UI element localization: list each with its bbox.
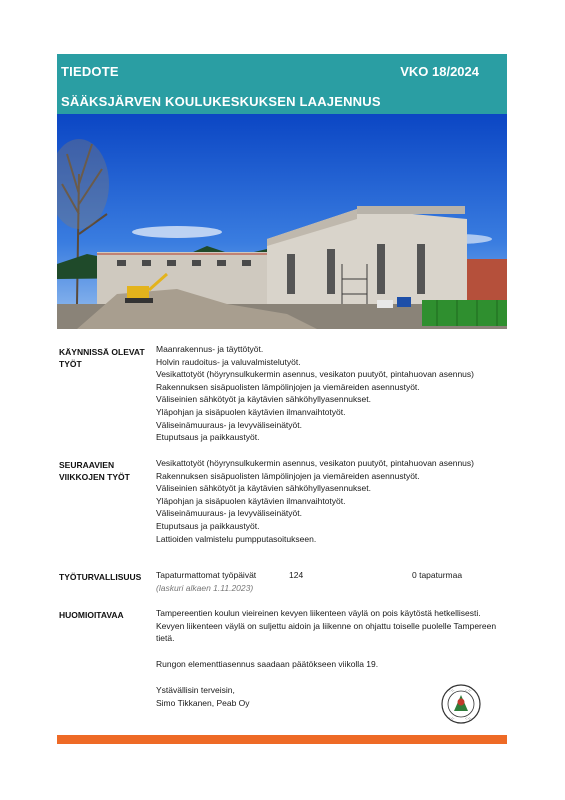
notes-line: Kevyen liikenteen väylä on suljettu aidoin ja liikenne on ohjattu toiselle puolelle Tampereen <box>156 620 497 631</box>
svg-text:·:·:·: ·:·:· <box>448 688 455 693</box>
construction-site-photo <box>57 114 507 329</box>
project-title: SÄÄKSJÄRVEN KOULUKESKUKSEN LAAJENNUS <box>61 94 381 109</box>
list-item: Väliseinämuuraus- ja levyväliseinätyöt. <box>156 419 302 430</box>
svg-text:·:·:·: ·:·:· <box>465 688 472 693</box>
notes-paragraph: Rungon elementtiasennus saadaan päätökseen viikolla 19. <box>156 659 379 669</box>
svg-text:·:·:·: ·:·:· <box>448 716 455 721</box>
ongoing-work-list <box>156 343 474 444</box>
list-item: Yläpohjan ja sisäpuolen käytävien ilmanvaihtotyöt. <box>156 406 346 417</box>
upcoming-work-list <box>156 457 474 545</box>
safety-label: TYÖTURVALLISUUS <box>59 572 142 582</box>
list-item: Lattioiden valmistelu pumpputasoitukseen. <box>156 533 317 544</box>
list-item: Väliseinien sähkötyöt ja käytävien sähköhyllyasennukset. <box>156 483 371 494</box>
upcoming-work-label: SEURAAVIEN VIIKKOJEN TYÖT <box>59 460 130 482</box>
list-item: Vesikattotyöt (höyrynsulkukermin asennus, vesikaton puutyöt, pintahuovan asennus) <box>156 369 474 380</box>
notes-label: HUOMIOITAVAA <box>59 610 124 620</box>
bulletin-title: TIEDOTE <box>61 64 119 79</box>
svg-text:·:·:·: ·:·:· <box>465 716 472 721</box>
list-item: Vesikattotyöt (höyrynsulkukermin asennus, vesikaton puutyöt, pintahuovan asennus) <box>156 458 474 468</box>
header-banner <box>57 54 507 114</box>
week-number: VKO 18/2024 <box>400 64 479 79</box>
list-item: Etuputsaus ja paikkaustyöt. <box>156 520 260 531</box>
safety-accident-count: 0 tapaturmaa <box>412 570 463 580</box>
school-logo-icon <box>440 683 482 725</box>
safety-days-count: 124 <box>289 570 304 580</box>
list-item: Väliseinämuuraus- ja levyväliseinätyöt. <box>156 508 302 519</box>
safety-counter-note: (laskuri alkaen 1.11.2023) <box>156 583 254 593</box>
notes-line: Tampereentien koulun vieireinen kevyen liikenteen väylä on pois käytöstä hetkellisesti. <box>156 608 481 618</box>
list-item: Maanrakennus- ja täyttötyöt. <box>156 344 264 354</box>
list-item: Yläpohjan ja sisäpuolen käytävien ilmanvaihtotyöt. <box>156 495 346 506</box>
list-item: Rakennuksen sisäpuolisten lämpölinjojen ja viemäreiden asennustyöt. <box>156 381 420 392</box>
list-item: Väliseinien sähkötyöt ja käytävien sähköhyllyasennukset. <box>156 394 371 405</box>
notes-line: tietä. <box>156 633 175 644</box>
footer-bar <box>57 735 507 744</box>
safety-metric-label: Tapaturmattomat työpäivät <box>156 570 257 580</box>
ongoing-work-label: KÄYNNISSÄ OLEVAT TYÖT <box>59 347 145 369</box>
notes-text <box>156 607 508 645</box>
list-item: Etuputsaus ja paikkaustyöt. <box>156 432 260 443</box>
greeting: Ystävällisin terveisin, <box>156 685 235 695</box>
list-item: Rakennuksen sisäpuolisten lämpölinjojen ja viemäreiden asennustyöt. <box>156 470 420 481</box>
signature: Simo Tikkanen, Peab Oy <box>156 698 250 708</box>
list-item: Holvin raudoitus- ja valuvalmistelutyöt. <box>156 356 301 367</box>
